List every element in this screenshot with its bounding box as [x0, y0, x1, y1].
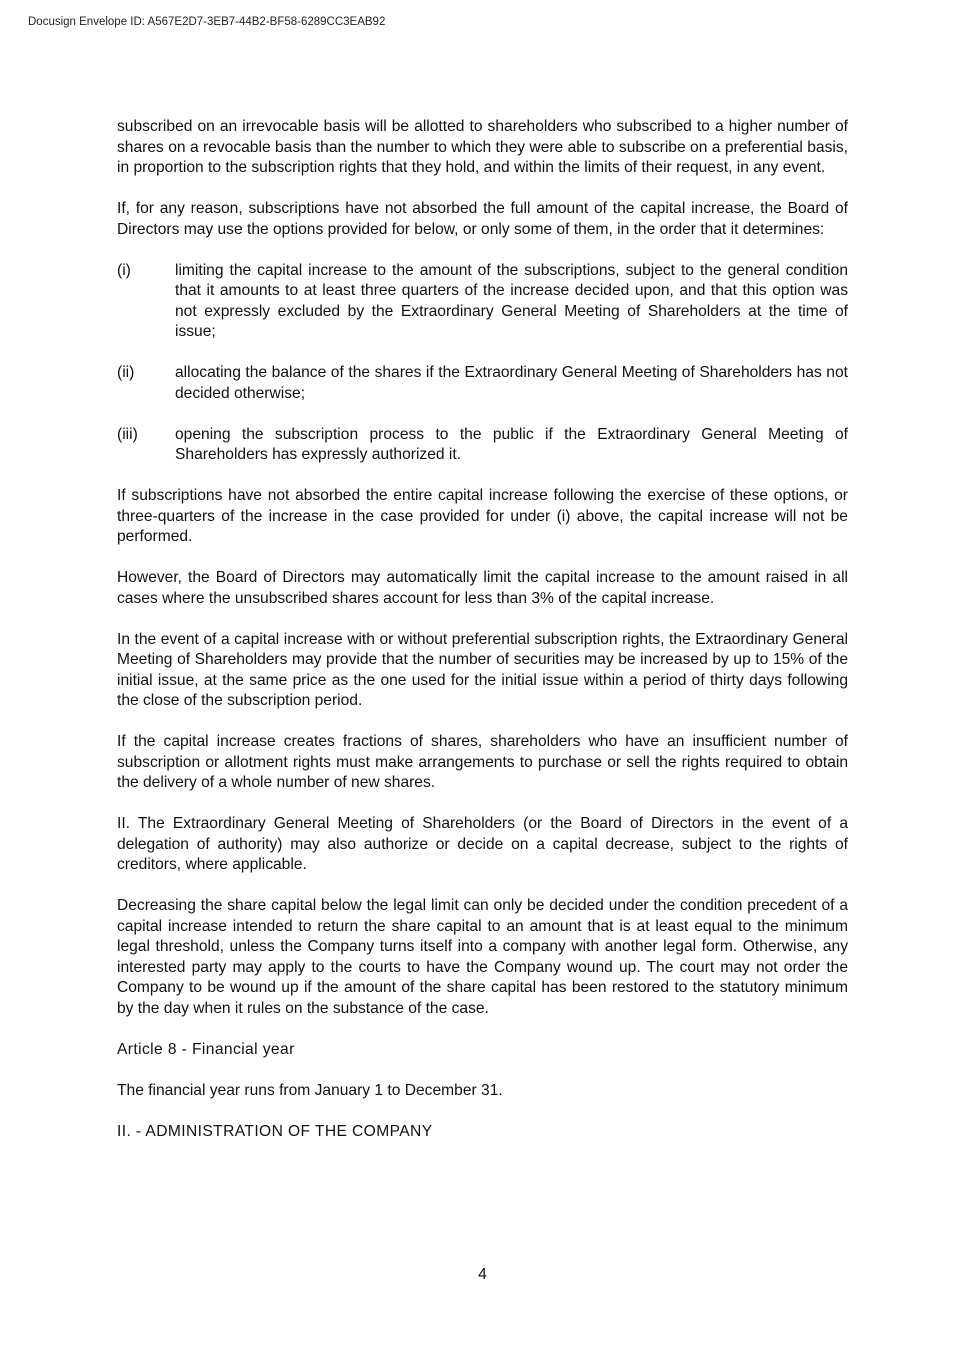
paragraph-financial-year: The financial year runs from January 1 to December 31.	[117, 1081, 503, 1099]
option-list-item	[117, 363, 848, 404]
article-heading: Article 8 - Financial year	[117, 1040, 295, 1058]
option-text: allocating the balance of the shares if the Extraordinary General Meeting of Shareholders has not decided otherwise;	[175, 364, 848, 402]
paragraph-oversubscription: In the event of a capital increase with or without preferential subscription rights, the Extraordinary General Meeting of Shareholders may provide that the number of securities may be increased by up to 15% of the initial issue, at the same price as the one used for the initial issue within a period of thirty days following the close of the subscription period.	[117, 630, 848, 709]
option-marker: (iii)	[117, 425, 138, 443]
paragraph-increase-not-performed: If subscriptions have not absorbed the entire capital increase following the exercise of these options, or three-quarters of the increase in the case provided for under (i) above, the capital increase will not be performed.	[117, 487, 848, 545]
option-list-item	[117, 261, 848, 343]
paragraph-options-intro: If, for any reason, subscriptions have not absorbed the full amount of the capital increase, the Board of Directors may use the options provided for below, or only some of them, in the order that it determines:	[117, 200, 848, 238]
paragraph-limit-increase: However, the Board of Directors may automatically limit the capital increase to the amount raised in all cases where the unsubscribed shares account for less than 3% of the capital increase.	[117, 569, 848, 607]
paragraph-fractions: If the capital increase creates fractions of shares, shareholders who have an insufficient number of subscription or allotment rights must make arrangements to purchase or sell the rights required to obtain the delivery of a whole number of new shares.	[117, 733, 848, 791]
page-number: 4	[478, 1266, 487, 1283]
option-marker: (ii)	[117, 364, 135, 381]
section-heading: II. - ADMINISTRATION OF THE COMPANY	[117, 1122, 433, 1140]
paragraph-legal-limit: Decreasing the share capital below the legal limit can only be decided under the condition precedent of a capital increase intended to return the share capital to an amount that is at least equal to the minimum legal threshold, unless the Company turns itself into a company with another legal form. Otherwise, any interested party may apply to the courts to have the Company wound up. The court may not order the Company to be wound up if the amount of the share capital has been restored to the statutory minimum by the day when it rules on the substance of the case.	[117, 897, 848, 1017]
envelope-id: Docusign Envelope ID: A567E2D7-3EB7-44B2-BF58-6289CC3EAB92	[28, 16, 386, 28]
option-text: opening the subscription process to the public if the Extraordinary General Meeting of Shareholders has expressly authorized it.	[175, 425, 848, 463]
paragraph-capital-decrease: II. The Extraordinary General Meeting of Shareholders (or the Board of Directors in the event of a delegation of authority) may also authorize or decide on a capital decrease, subject to the rights of creditors, where applicable.	[117, 815, 848, 873]
option-list-item	[117, 425, 848, 466]
option-text: limiting the capital increase to the amount of the subscriptions, subject to the general condition that it amounts to at least three quarters of the increase decided upon, and that this option was not expressly excluded by the Extraordinary General Meeting of Shareholders at the time of issue;	[175, 261, 848, 340]
document-body	[117, 117, 848, 1163]
paragraph-allotment: subscribed on an irrevocable basis will be allotted to shareholders who subscribed to a higher number of shares on a revocable basis than the number to which they were able to subscribe on a preferential basis, in proportion to the subscription rights that they hold, and within the limits of their request, in any event.	[117, 118, 848, 176]
option-marker: (i)	[117, 261, 131, 279]
